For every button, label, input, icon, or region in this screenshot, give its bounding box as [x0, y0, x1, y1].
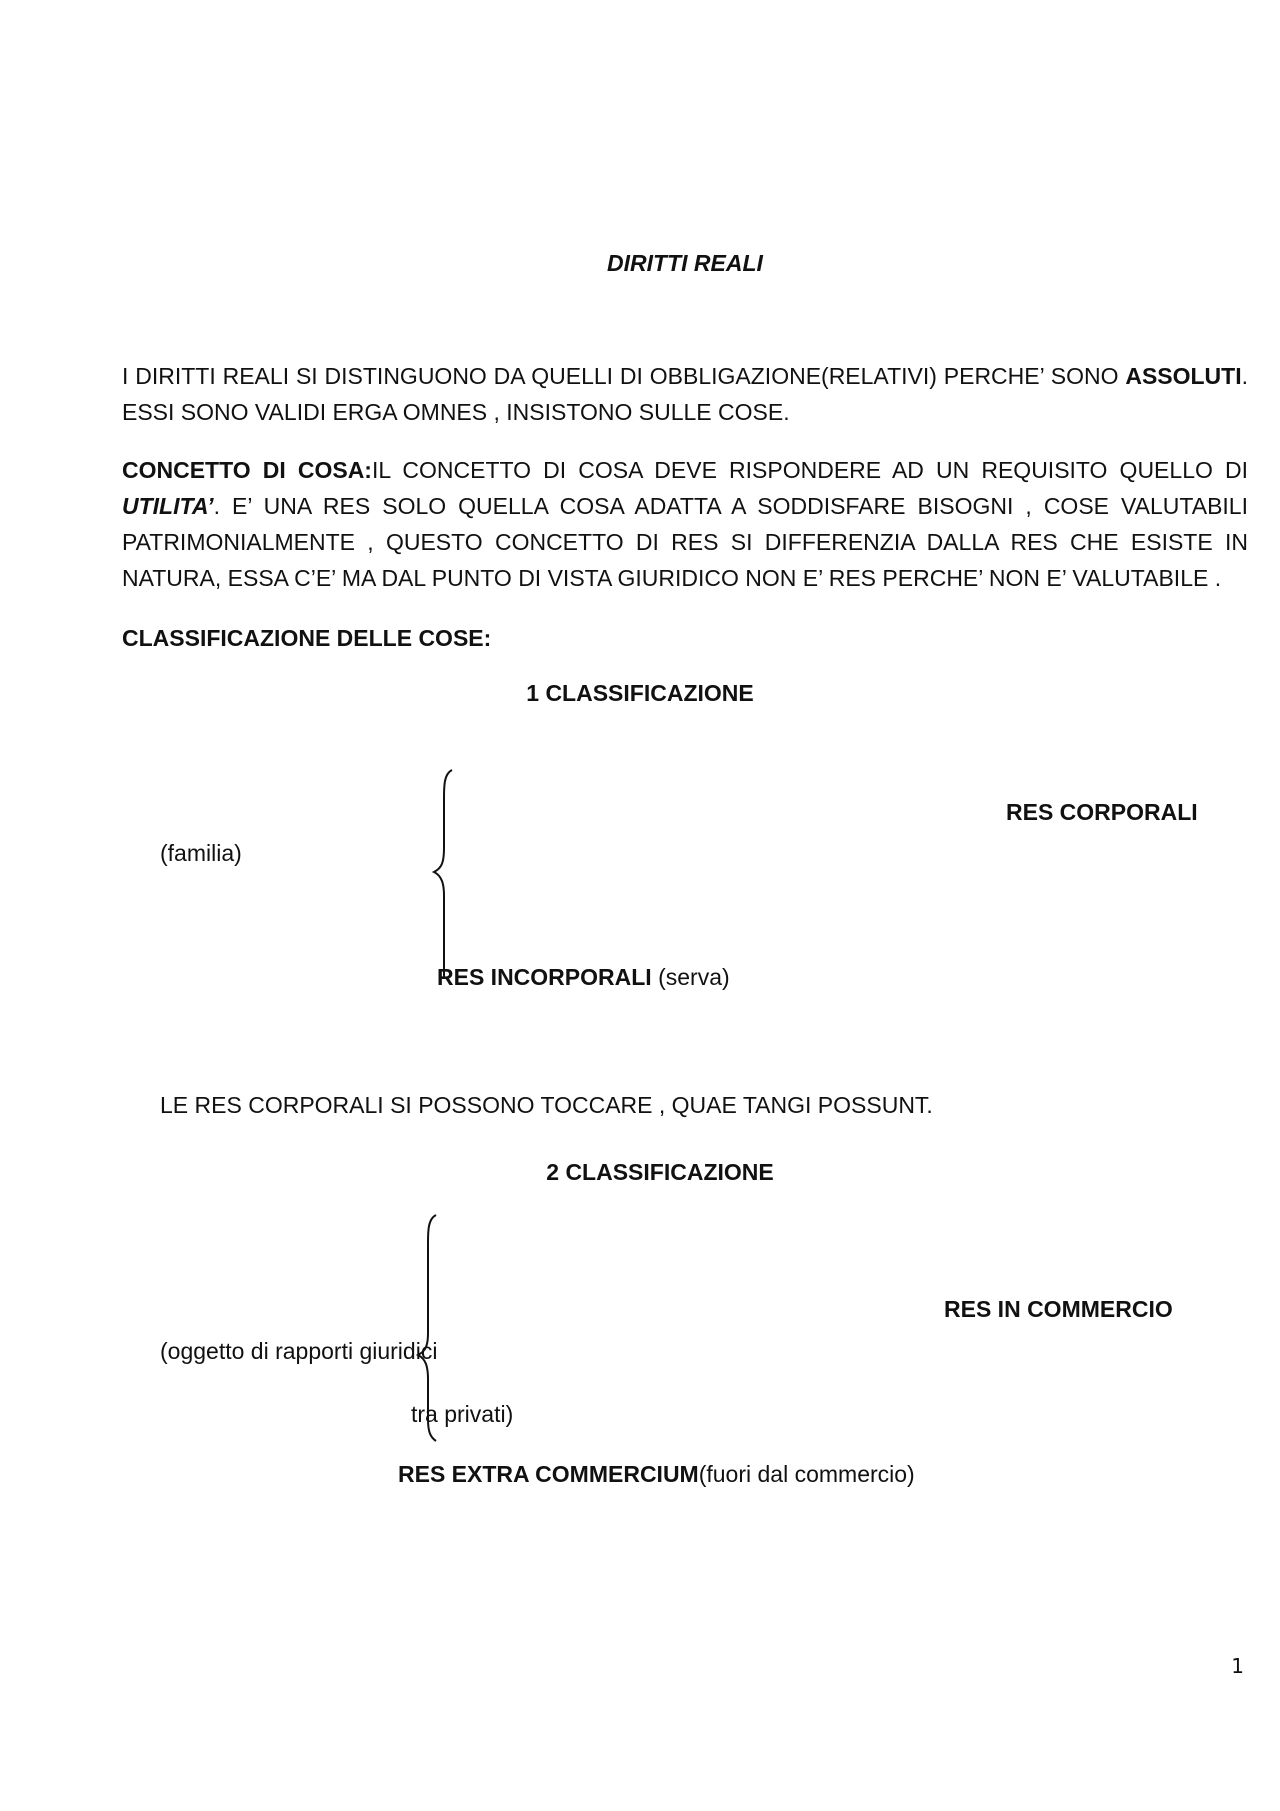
bold-term-assoluti: ASSOLUTI	[1125, 363, 1242, 389]
curly-brace-1	[430, 768, 460, 983]
fuori-dal-commercio-note: (fuori dal commercio)	[698, 1461, 915, 1487]
res-extra-commercium-line	[398, 1463, 915, 1486]
classification-heading: CLASSIFICAZIONE DELLE COSE:	[122, 625, 492, 651]
paragraph-text: . E’ UNA RES SOLO QUELLA COSA ADATTA A SODDISFARE BISOGNI , COSE VALUTABILI PATRIMONIALMENTE , QUESTO CONCETTO DI RES SI DIFFERENZIA DALLA RES CHE ESISTE IN NATURA, ESSA C’E’ MA DAL PUNTO DI VISTA GIURIDICO NON E’ RES PERCHE’ NON E’ VALUTABILE .	[122, 493, 1248, 591]
paragraph-concetto-di-cosa	[122, 452, 1248, 596]
res-in-commercio-label: RES IN COMMERCIO	[944, 1296, 1173, 1322]
bold-term-concetto: CONCETTO DI COSA:	[122, 457, 372, 483]
res-corporali-label: RES CORPORALI	[1006, 799, 1198, 825]
page-title: DIRITTI REALI	[607, 250, 763, 276]
section-heading-1: 1 CLASSIFICAZIONE	[526, 680, 754, 706]
sentence-res-corporali: LE RES CORPORALI SI POSSONO TOCCARE , QUAE TANGI POSSUNT.	[160, 1092, 933, 1118]
oggetto-note-line2: tra privati)	[411, 1401, 514, 1427]
res-incorporali-line	[437, 966, 730, 989]
oggetto-note-line1: (oggetto di rapporti giuridici	[160, 1338, 438, 1364]
paragraph-text: IL CONCETTO DI COSA DEVE RISPONDERE AD UN REQUISITO QUELLO DI	[371, 457, 1248, 483]
bold-italic-term-utilita: UTILITA’	[122, 493, 214, 519]
page-number: 1	[1231, 1654, 1244, 1678]
paragraph-text: . ESSI SONO VALIDI ERGA OMNES , INSISTONO SULLE COSE.	[122, 363, 1248, 425]
paragraph-diritti-reali	[122, 358, 1248, 430]
section-heading-2: 2 CLASSIFICAZIONE	[546, 1159, 774, 1185]
familia-note: (familia)	[160, 840, 242, 866]
serva-note: (serva)	[651, 964, 730, 990]
res-incorporali-label: RES INCORPORALI	[437, 964, 652, 990]
res-extra-commercium-label: RES EXTRA COMMERCIUM	[398, 1461, 699, 1487]
paragraph-text: I DIRITTI REALI SI DISTINGUONO DA QUELLI DI OBBLIGAZIONE(RELATIVI) PERCHE’ SONO	[122, 363, 1126, 389]
